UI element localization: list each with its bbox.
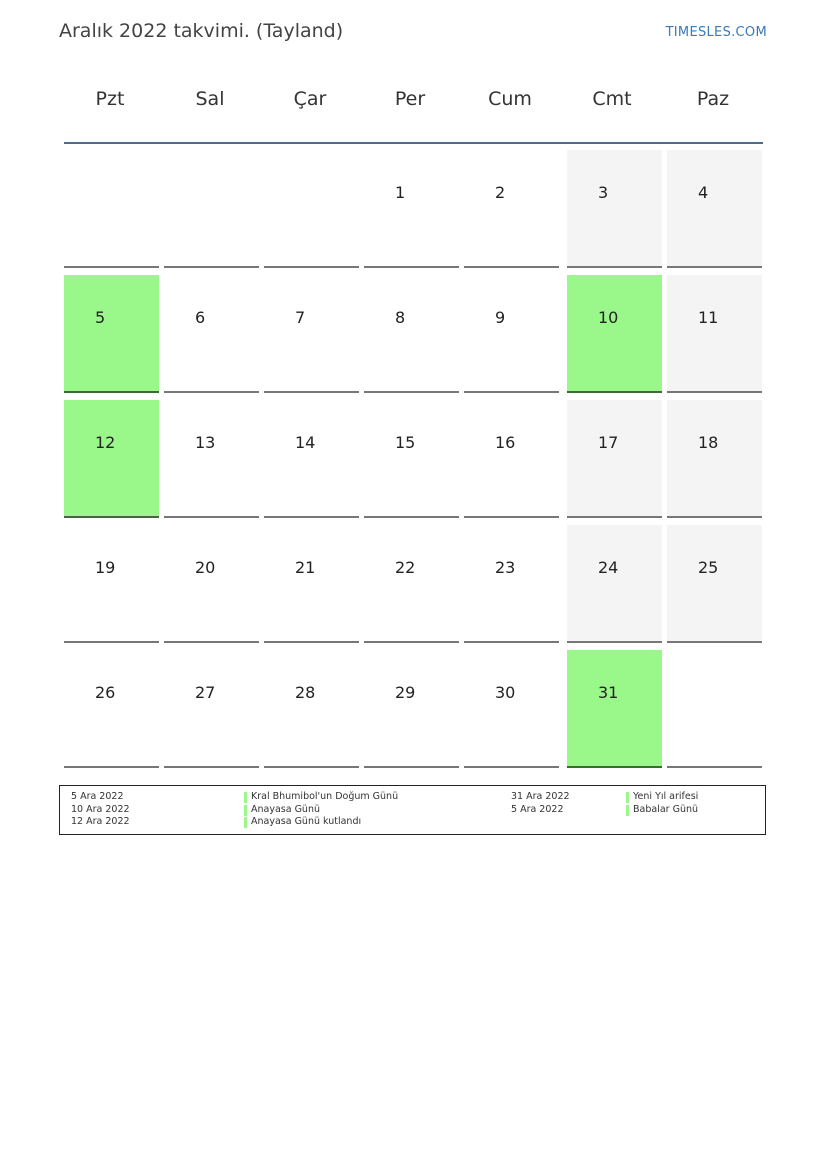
day-cell-empty[interactable]	[264, 150, 359, 268]
day-cell-7[interactable]	[264, 275, 359, 393]
day-number: 2	[495, 183, 506, 202]
page-title: Aralık 2022 takvimi. (Tayland)	[59, 20, 344, 42]
day-cell-8[interactable]	[364, 275, 459, 393]
day-cell-22[interactable]	[364, 525, 459, 643]
day-cell-2[interactable]	[464, 150, 559, 268]
day-cell-27[interactable]	[164, 650, 259, 768]
day-cell-26[interactable]	[64, 650, 159, 768]
day-cell-3[interactable]	[567, 150, 662, 268]
day-number: 20	[195, 558, 216, 577]
day-cell-10[interactable]	[567, 275, 662, 393]
day-cell-11[interactable]	[667, 275, 762, 393]
day-cell-28[interactable]	[264, 650, 359, 768]
day-cell-13[interactable]	[164, 400, 259, 518]
day-number: 29	[395, 683, 416, 702]
day-cell-5[interactable]	[64, 275, 159, 393]
day-number: 30	[495, 683, 516, 702]
day-cell-15[interactable]	[364, 400, 459, 518]
day-number: 18	[698, 433, 719, 452]
day-number: 6	[195, 308, 206, 327]
day-cell-1[interactable]	[364, 150, 459, 268]
day-number: 4	[698, 183, 709, 202]
day-cell-empty[interactable]	[64, 150, 159, 268]
day-number: 11	[698, 308, 719, 327]
day-number: 13	[195, 433, 216, 452]
day-number: 14	[295, 433, 316, 452]
brand-link[interactable]: TIMESLES.COM	[665, 25, 767, 40]
day-cell-18[interactable]	[667, 400, 762, 518]
weekday-tue: Sal	[195, 88, 225, 110]
day-cell-4[interactable]	[667, 150, 762, 268]
day-number: 1	[395, 183, 406, 202]
day-number: 31	[598, 683, 619, 702]
legend-dates-right	[511, 791, 570, 816]
day-number: 3	[598, 183, 609, 202]
day-number: 8	[395, 308, 406, 327]
holiday-legend	[59, 785, 766, 835]
day-number: 17	[598, 433, 619, 452]
legend-holiday-name: Babalar Günü	[626, 804, 698, 817]
day-number: 22	[395, 558, 416, 577]
legend-names-left	[244, 791, 398, 829]
day-number: 27	[195, 683, 216, 702]
day-cell-empty[interactable]	[667, 650, 762, 768]
day-number: 16	[495, 433, 516, 452]
legend-date: 5 Ara 2022	[71, 791, 124, 802]
day-number: 26	[95, 683, 116, 702]
header-divider	[64, 142, 763, 144]
weekday-sat: Cmt	[592, 88, 632, 110]
day-cell-empty[interactable]	[164, 150, 259, 268]
day-cell-21[interactable]	[264, 525, 359, 643]
day-number: 10	[598, 308, 619, 327]
legend-holiday-name: Anayasa Günü	[244, 804, 398, 817]
day-number: 24	[598, 558, 619, 577]
legend-dates-left	[71, 791, 130, 829]
day-cell-24[interactable]	[567, 525, 662, 643]
day-cell-31[interactable]	[567, 650, 662, 768]
weekday-wed: Çar	[293, 88, 327, 110]
legend-date: 12 Ara 2022	[71, 816, 130, 827]
legend-date: 31 Ara 2022	[511, 791, 570, 802]
legend-holiday-name: Kral Bhumibol'un Doğum Günü	[244, 791, 398, 804]
day-number: 28	[295, 683, 316, 702]
day-number: 5	[95, 308, 106, 327]
day-cell-12[interactable]	[64, 400, 159, 518]
day-cell-14[interactable]	[264, 400, 359, 518]
weekday-mon: Pzt	[95, 88, 125, 110]
day-cell-19[interactable]	[64, 525, 159, 643]
day-cell-23[interactable]	[464, 525, 559, 643]
calendar-grid	[64, 150, 764, 770]
weekday-thu: Per	[394, 88, 426, 110]
day-number: 7	[295, 308, 306, 327]
day-cell-9[interactable]	[464, 275, 559, 393]
day-cell-6[interactable]	[164, 275, 259, 393]
day-number: 12	[95, 433, 116, 452]
day-number: 25	[698, 558, 719, 577]
day-number: 21	[295, 558, 316, 577]
weekday-sun: Paz	[696, 88, 730, 110]
legend-date: 10 Ara 2022	[71, 803, 130, 815]
day-number: 15	[395, 433, 416, 452]
legend-holiday-name: Yeni Yıl arifesi	[626, 791, 698, 804]
legend-holiday-name: Anayasa Günü kutlandı	[244, 816, 398, 829]
day-cell-17[interactable]	[567, 400, 662, 518]
day-cell-30[interactable]	[464, 650, 559, 768]
day-number: 9	[495, 308, 506, 327]
day-cell-20[interactable]	[164, 525, 259, 643]
day-number: 19	[95, 558, 116, 577]
legend-date: 5 Ara 2022	[511, 803, 564, 815]
weekday-fri: Cum	[488, 88, 532, 110]
day-cell-29[interactable]	[364, 650, 459, 768]
legend-names-right	[626, 791, 698, 816]
day-number: 23	[495, 558, 516, 577]
day-cell-16[interactable]	[464, 400, 559, 518]
day-cell-25[interactable]	[667, 525, 762, 643]
weekday-header	[62, 88, 764, 120]
